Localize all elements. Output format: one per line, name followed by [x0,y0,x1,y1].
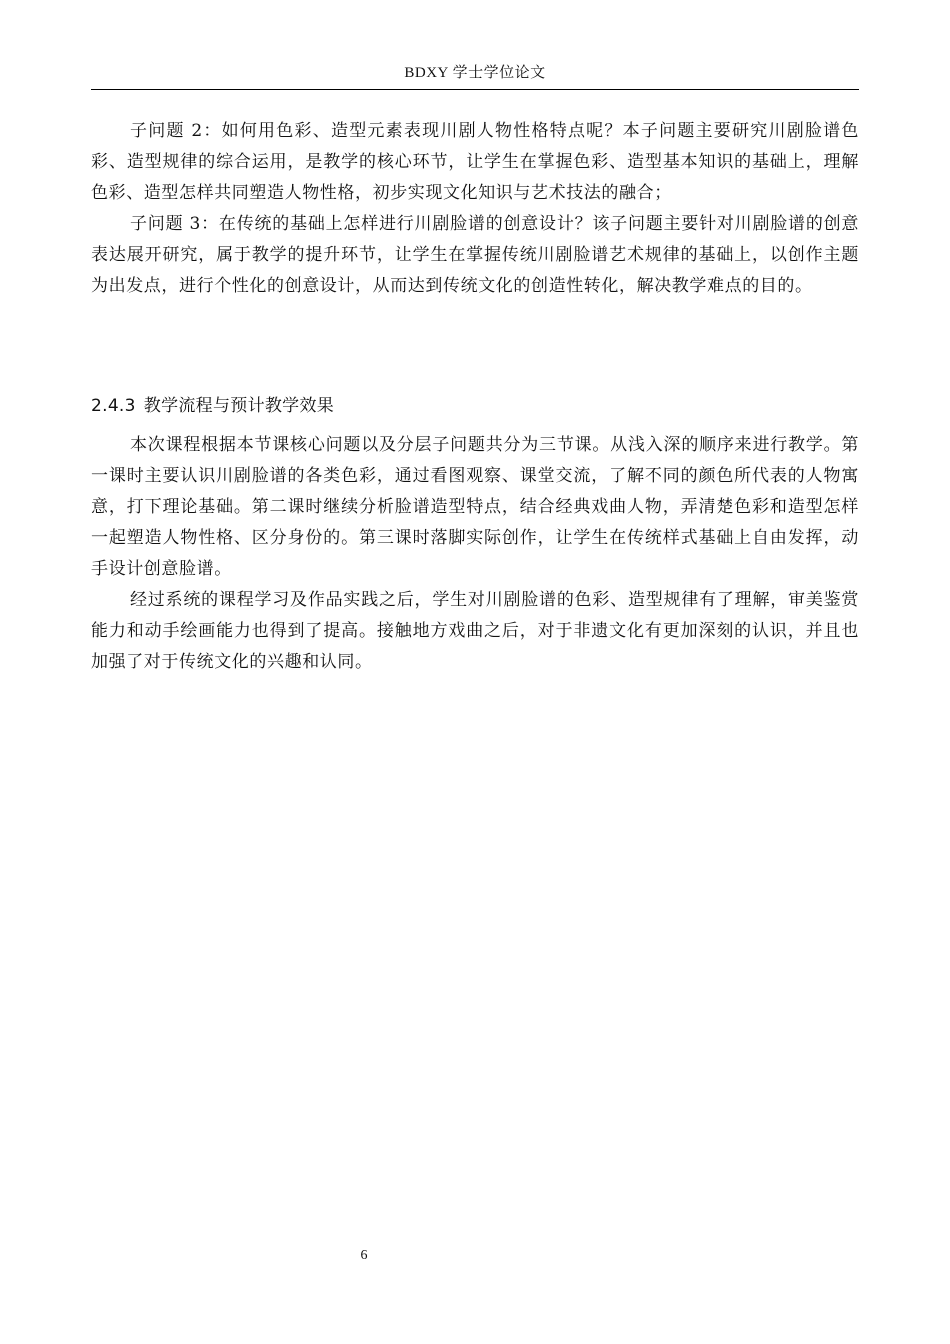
paragraph-subquestion-3: 子问题 3：在传统的基础上怎样进行川剧脸谱的创意设计？该子问题主要针对川剧脸谱的创意表达展开研究，属于教学的提升环节，让学生在掌握传统川剧脸谱艺术规律的基础上，以创作主题为出发点，进行个性化的创意设计，从而达到传统文化的创造性转化，解决教学难点的目的。 [91,214,859,296]
paragraph-subquestion-2: 子问题 2：如何用色彩、造型元素表现川剧人物性格特点呢？本子问题主要研究川剧脸谱色彩、造型规律的综合运用，是教学的核心环节，让学生在掌握色彩、造型基本知识的基础上，理解色彩、造型怎样共同塑造人物性格，初步实现文化知识与艺术技法的融合； [91,121,859,203]
section-number: 2.4.3 [91,396,136,416]
section-title: 教学流程与预计教学效果 [143,396,335,416]
section-heading [91,391,859,422]
paragraph-expected-effect: 经过系统的课程学习及作品实践之后，学生对川剧脸谱的色彩、造型规律有了理解，审美鉴赏能力和动手绘画能力也得到了提高。接触地方戏曲之后，对于非遗文化有更加深刻的认识，并且也加强了对于传统文化的兴趣和认同。 [91,590,859,672]
body-block-lower [91,430,859,678]
page-number: 6 [360,1248,368,1263]
header-divider [91,89,859,90]
page-header-title: BDXY 学士学位论文 [404,65,546,81]
section-heading-line [91,391,859,422]
body-block-upper [91,116,859,302]
paragraph-course-plan: 本次课程根据本节课核心问题以及分层子问题共分为三节课。从浅入深的顺序来进行教学。第一课时主要认识川剧脸谱的各类色彩，通过看图观察、课堂交流，了解不同的颜色所代表的人物寓意，打下理论基础。第二课时继续分析脸谱造型特点，结合经典戏曲人物，弄清楚色彩和造型怎样一起塑造人物性格、区分身份的。第三课时落脚实际创作，让学生在传统样式基础上自由发挥，动手设计创意脸谱。 [91,435,859,579]
